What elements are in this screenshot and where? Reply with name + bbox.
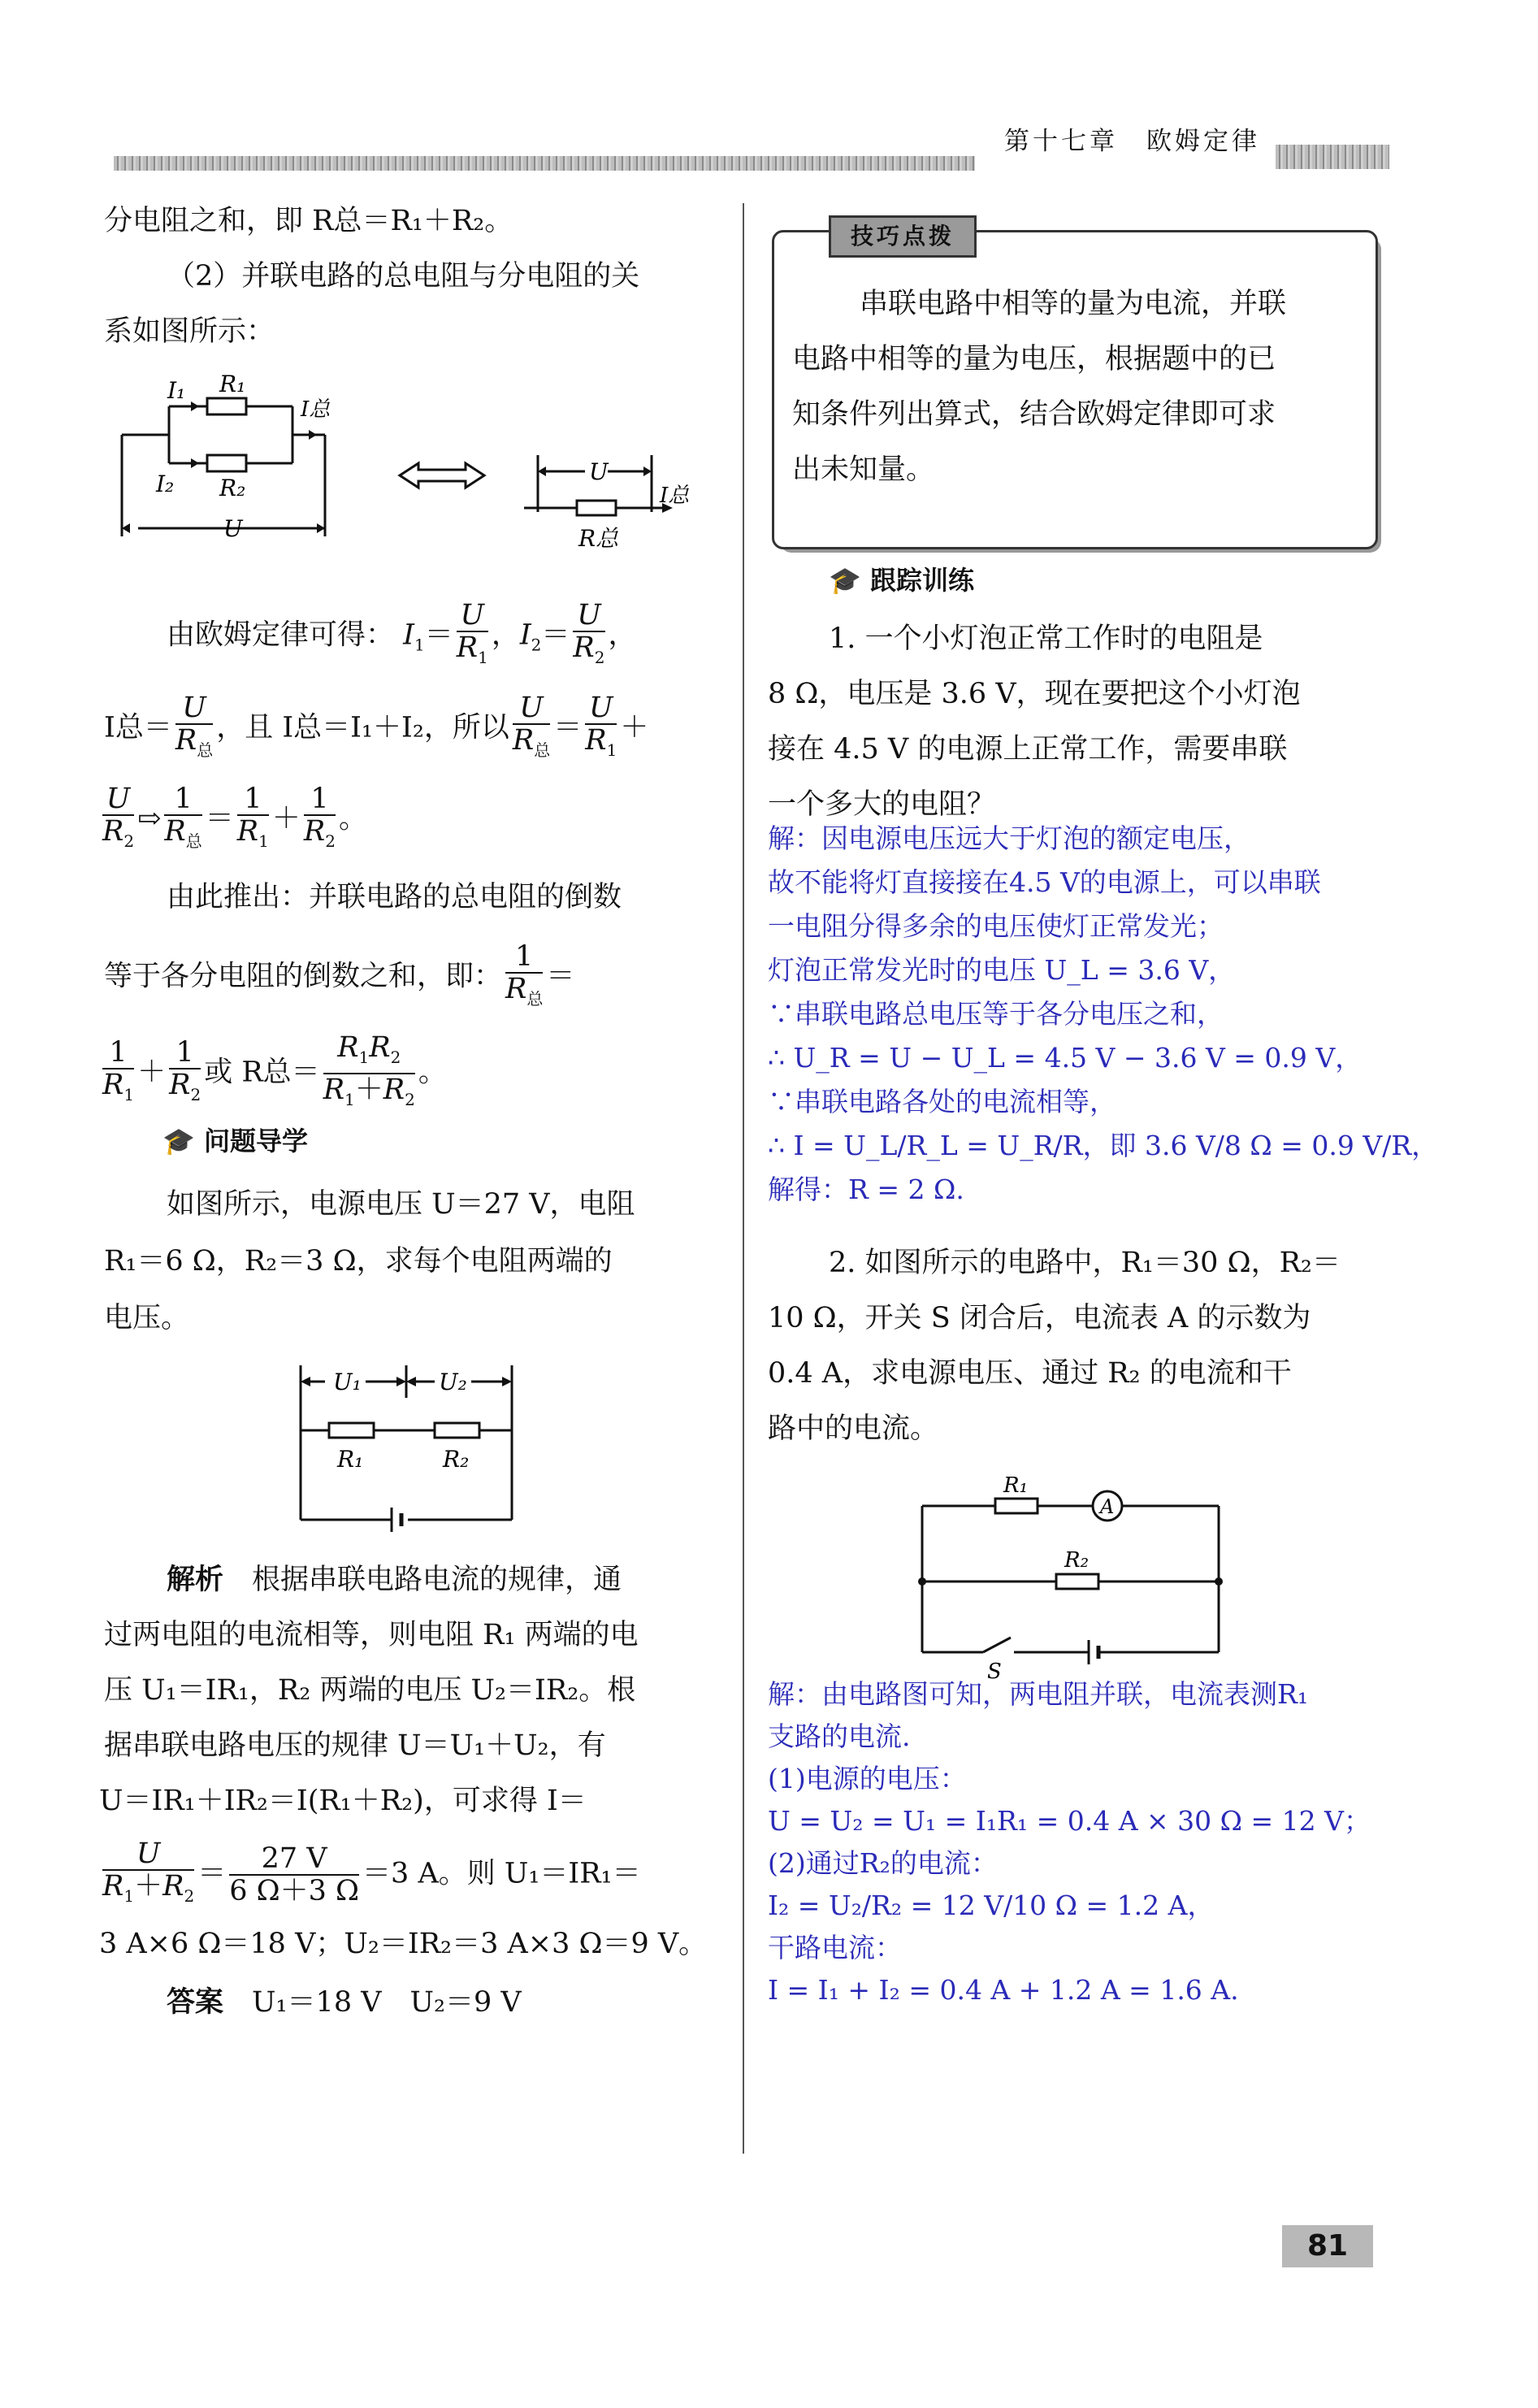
fig1-label-i2: I₂ <box>156 471 175 497</box>
left-line-1: 分电阻之和，即 R总＝R₁＋R₂。 <box>104 205 513 237</box>
section-train <box>829 553 974 609</box>
ohm-intro: 由欧姆定律可得： <box>167 618 395 652</box>
fig2-label-r2: R₂ <box>443 1446 470 1473</box>
analysis-line-3: 压 U₁＝IR₁，R₂ 两端的电压 U₂＝IR₂。根 <box>104 1674 636 1707</box>
series-circuit-figure <box>292 1349 536 1536</box>
fig1-label-u-right: U <box>589 458 609 485</box>
graduation-cap-icon: 🎓 <box>829 565 861 596</box>
section-guide-title: 问题导学 <box>203 1126 308 1156</box>
a1-line-7: ∵串联电路各处的电流相等， <box>768 1086 1116 1117</box>
column-divider <box>743 203 744 2154</box>
fig1-label-u: U <box>223 515 243 542</box>
a1-line-3: 一电阻分得多余的电压使灯正常发光； <box>768 910 1224 942</box>
answer-label: 答案 <box>167 1986 224 2019</box>
section-train-title: 跟踪训练 <box>869 565 974 596</box>
conclusion-3: $\frac{1}{R_1}$ ＋ $\frac{1}{R_2}$ 或 R总＝ $\frac{R_1R_2}{R_1+R_2}$ 。 <box>102 1031 447 1109</box>
a2-line-4: U = U₂ = U₁ = I₁R₁ = 0.4 A × 30 Ω = 12 V； <box>768 1805 1371 1837</box>
parallel-circuit-figure <box>114 366 699 553</box>
ohm-line-3: $\frac{U}{R_2}$ ⇨ $\frac{1}{R_总}$ ＝ $\frac{1}{R_1}$ ＋ $\frac{1}{R_2}$ 。 <box>102 783 368 851</box>
tip-label: 技巧点拨 <box>829 215 977 258</box>
tip-line-4: 出未知量。 <box>792 453 935 486</box>
ohm-line-1: 由欧姆定律可得： $I_1=$ $\frac{U}{R_1}$ ，$I_2=$ $\frac{U}{R_2}$ ， <box>167 599 637 667</box>
a1-line-4: 灯泡正常发光时的电压 U_L = 3.6 V， <box>768 954 1236 986</box>
a1-line-1: 解：因电源电压远大于灯泡的额定电压， <box>768 822 1250 854</box>
a2-line-2: 支路的电流. <box>768 1720 911 1752</box>
q1-line-3: 接在 4.5 V 的电源上正常工作，需要串联 <box>768 733 1288 766</box>
tip-line-2: 电路中相等的量为电压，根据题中的已 <box>792 343 1276 375</box>
fig1-label-itotal-right: I总 <box>660 484 690 508</box>
fig3-label-switch: S <box>987 1660 1002 1681</box>
analysis-line-4: 据串联电路电压的规律 U＝U₁＋U₂，有 <box>104 1729 606 1762</box>
conclusion-1: 由此推出：并联电路的总电阻的倒数 <box>167 881 622 913</box>
conclusion-3-or: 或 R总＝ <box>204 1056 320 1089</box>
fig2-label-u1: U₁ <box>333 1369 362 1395</box>
answer-text: U₁＝18 V U₂＝9 V <box>252 1986 522 2019</box>
q1-line-1: 1. 一个小灯泡正常工作时的电阻是 <box>829 623 1263 655</box>
answer-line <box>167 1975 522 2031</box>
fig3-label-r1: R₁ <box>1003 1473 1028 1498</box>
q2-line-3: 0.4 A，求电源电压、通过 R₂ 的电流和干 <box>768 1357 1292 1390</box>
fig1-label-i1: I₁ <box>167 377 186 404</box>
left-line-3: 系如图所示： <box>104 315 275 348</box>
fig2-label-u2: U₂ <box>439 1369 467 1395</box>
a1-line-9: 解得：R = 2 Ω. <box>768 1174 964 1205</box>
problem-line-1: 如图所示，电源电压 U＝27 V，电阻 <box>167 1188 635 1221</box>
analysis-1: 根据串联电路电流的规律，通 <box>252 1564 622 1596</box>
q1-line-4: 一个多大的电阻？ <box>768 788 996 821</box>
a1-line-6: ∴ U_R = U − U_L = 4.5 V − 3.6 V = 0.9 V， <box>768 1042 1363 1074</box>
analysis-line-1 <box>167 1552 622 1608</box>
analysis-6-tail: ＝3 A。则 U₁＝IR₁＝ <box>362 1857 641 1890</box>
section-guide <box>162 1113 308 1169</box>
parallel-ammeter-figure <box>910 1469 1235 1681</box>
a2-line-7: 干路电流： <box>768 1932 902 1963</box>
fig2-label-r1: R₁ <box>337 1446 364 1473</box>
header-bar-left <box>114 156 975 171</box>
a2-line-8: I = I₁ + I₂ = 0.4 A + 1.2 A = 1.6 A. <box>768 1974 1239 2006</box>
a2-line-1: 解：由电路图可知，两电阻并联，电流表测R₁ <box>768 1678 1309 1710</box>
analysis-label: 解析 <box>167 1564 224 1596</box>
tip-line-1: 串联电路中相等的量为电流，并联 <box>860 288 1287 320</box>
conclusion-2: 等于各分电阻的倒数之和，即： $\frac{1}{R_总}$ ＝ <box>104 940 575 1009</box>
fig1-label-r1: R₁ <box>219 371 246 397</box>
q1-line-2: 8 Ω，电压是 3.6 V，现在要把这个小灯泡 <box>768 678 1301 710</box>
tip-line-3: 知条件列出算式，结合欧姆定律即可求 <box>792 398 1276 431</box>
fig1-label-rtotal: R总 <box>578 525 619 552</box>
fig3-label-r2: R₂ <box>1064 1548 1089 1573</box>
ohm-line-2: I总＝ $\frac{U}{R_总}$ ，且 I总＝I₁＋I₂，所以 $\frac{U}{R_总}$ ＝ $\frac{U}{R_1}$ ＋ <box>104 692 649 760</box>
header-bar-right <box>1276 145 1389 169</box>
ohm-line2-b: ，且 I总＝I₁＋I₂，所以 <box>216 711 509 744</box>
a2-line-3: (1)电源的电压： <box>768 1763 967 1794</box>
chapter-title: 第十七章 欧姆定律 <box>1004 127 1260 156</box>
a1-line-8: ∴ I = U_L/R_L = U_R/R，即 3.6 V/8 Ω = 0.9 V/R， <box>768 1130 1439 1161</box>
problem-line-3: 电压。 <box>104 1302 190 1334</box>
left-line-2: （2）并联电路的总电阻与分电阻的关 <box>167 260 640 293</box>
a2-line-6: I₂ = U₂/R₂ = 12 V/10 Ω = 1.2 A， <box>768 1890 1215 1921</box>
fig1-label-itotal: I总 <box>301 397 331 422</box>
q2-line-1: 2. 如图所示的电路中，R₁＝30 Ω，R₂＝ <box>829 1247 1341 1279</box>
conclusion-2-text: 等于各分电阻的倒数之和，即： <box>104 960 503 993</box>
ohm-line2-a: I总＝ <box>104 711 172 744</box>
analysis-line-6: $\frac{U}{R_1+R_2}$ ＝ $\frac{27 V}{6 \Omega+3 \Omega}$ ＝3 A。则 U₁＝IR₁＝ <box>102 1837 641 1907</box>
problem-line-2: R₁＝6 Ω，R₂＝3 Ω，求每个电阻两端的 <box>104 1245 613 1278</box>
analysis-line-7: 3 A×6 Ω＝18 V；U₂＝IR₂＝3 A×3 Ω＝9 V。 <box>99 1928 708 1960</box>
a2-line-5: (2)通过R₂的电流： <box>768 1847 998 1879</box>
a1-line-2: 故不能将灯直接接在4.5 V的电源上，可以串联 <box>768 866 1321 898</box>
graduation-cap-icon: 🎓 <box>162 1126 195 1156</box>
fig3-label-ammeter: A <box>1100 1495 1115 1518</box>
q2-line-4: 路中的电流。 <box>768 1412 939 1445</box>
page-number: 81 <box>1282 2225 1373 2267</box>
q2-line-2: 10 Ω，开关 S 闭合后，电流表 A 的示数为 <box>768 1302 1311 1334</box>
fig1-label-r2: R₂ <box>219 475 246 501</box>
analysis-line-2: 过两电阻的电流相等，则电阻 R₁ 两端的电 <box>104 1619 639 1651</box>
analysis-line-5: U＝IR₁＋IR₂＝I(R₁＋R₂)，可求得 I＝ <box>99 1785 587 1817</box>
a1-line-5: ∵串联电路总电压等于各分电压之和， <box>768 998 1224 1030</box>
